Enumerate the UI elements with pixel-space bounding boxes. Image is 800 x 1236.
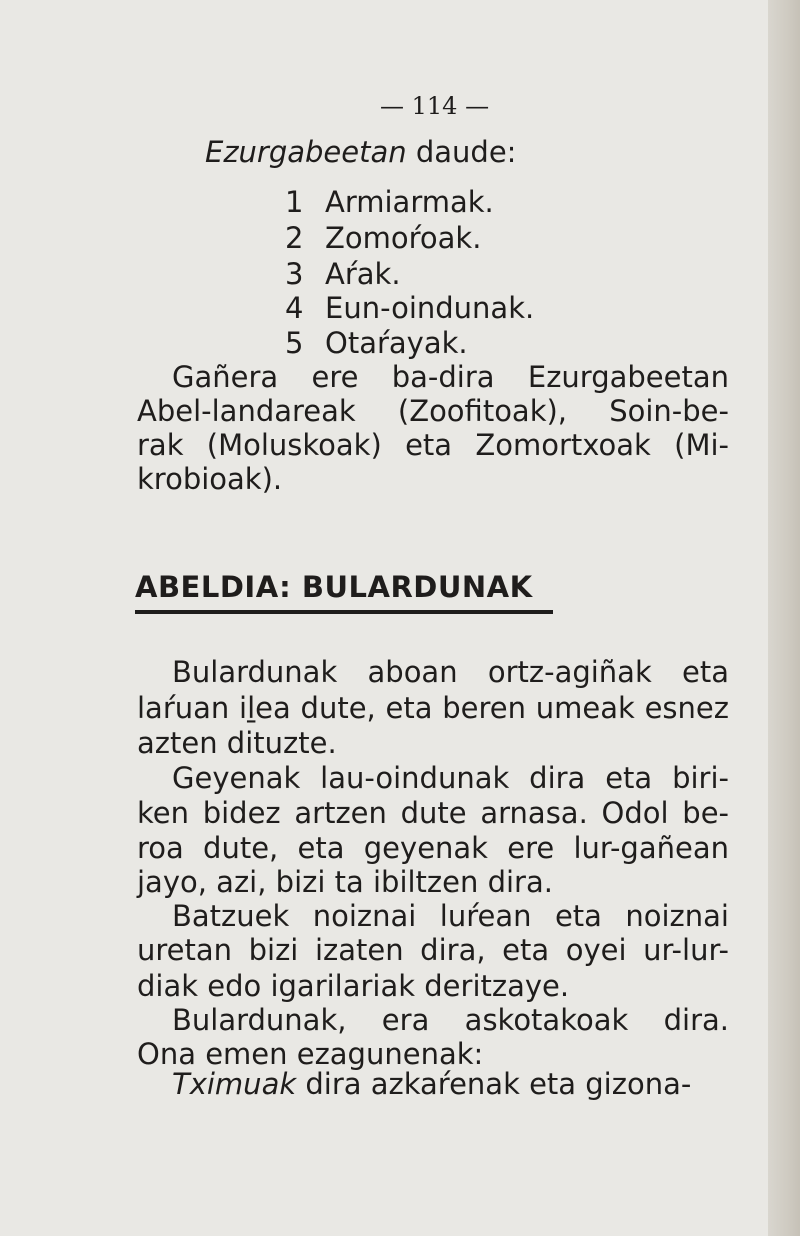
page-edge (768, 0, 800, 1236)
paragraph-line: Abel-landareak (Zoofitoak), Soin-be- (137, 394, 729, 428)
list-text: Eun-oindunak. (325, 291, 535, 325)
list-text: Aŕak. (325, 257, 401, 291)
list-item (285, 257, 401, 291)
body-line: Ona emen ezagunenak: (137, 1037, 484, 1071)
intro-italic: Ezurgabeetan (205, 135, 407, 169)
body-line: uretan bizi izaten dira, eta oyei ur-lur- (137, 933, 729, 967)
page-number: — 114 — (380, 92, 490, 120)
list-text: Zomoŕoak. (325, 221, 482, 255)
body-line: jayo, azi, bizi ta ibiltzen dira. (137, 865, 553, 899)
paragraph-line: krobioak). (137, 462, 283, 496)
last-line (172, 1066, 729, 1102)
section-heading: ABELDIA: BULARDUNAK (135, 570, 553, 614)
body-line: Geyenak lau-oindunak dira eta biri- (172, 761, 729, 795)
body-line: diak edo igarilariak deritzaye. (137, 969, 570, 1003)
last-line-italic: Tximuak (172, 1067, 297, 1101)
list-number: 4 (285, 291, 304, 325)
intro-rest: daude: (406, 135, 517, 169)
list-number: 3 (285, 257, 304, 291)
body-line: ken bidez artzen dute arnasa. Odol be- (137, 796, 729, 830)
list-item (285, 221, 481, 255)
body-line: roa dute, eta geyenak ere lur-gañean (137, 831, 729, 865)
last-line-rest: dira azkaŕenak eta gizona- (296, 1067, 692, 1101)
body-line: Bulardunak aboan ortz-agiñak eta (172, 655, 729, 689)
list-item (285, 326, 468, 360)
paragraph-line: rak (Moluskoak) eta Zomortxoak (Mi- (137, 428, 729, 462)
list-number: 2 (285, 221, 304, 255)
list-number: 5 (285, 326, 304, 360)
body-line: Bulardunak, era askotakoak dira. (172, 1003, 729, 1037)
list-number: 1 (285, 185, 304, 219)
body-line: Batzuek noiznai luŕean eta noiznai (172, 899, 729, 933)
intro-line (205, 135, 516, 169)
list-item (285, 185, 494, 219)
paragraph-line: Gañera ere ba-dira Ezurgabeetan (172, 360, 729, 394)
body-line: azten dituzte. (137, 726, 337, 760)
list-text: Armiarmak. (325, 185, 494, 219)
body-line: laŕuan iḻea dute, eta beren umeak esnez (137, 691, 729, 725)
list-text: Otaŕayak. (325, 326, 468, 360)
list-item (285, 291, 534, 325)
